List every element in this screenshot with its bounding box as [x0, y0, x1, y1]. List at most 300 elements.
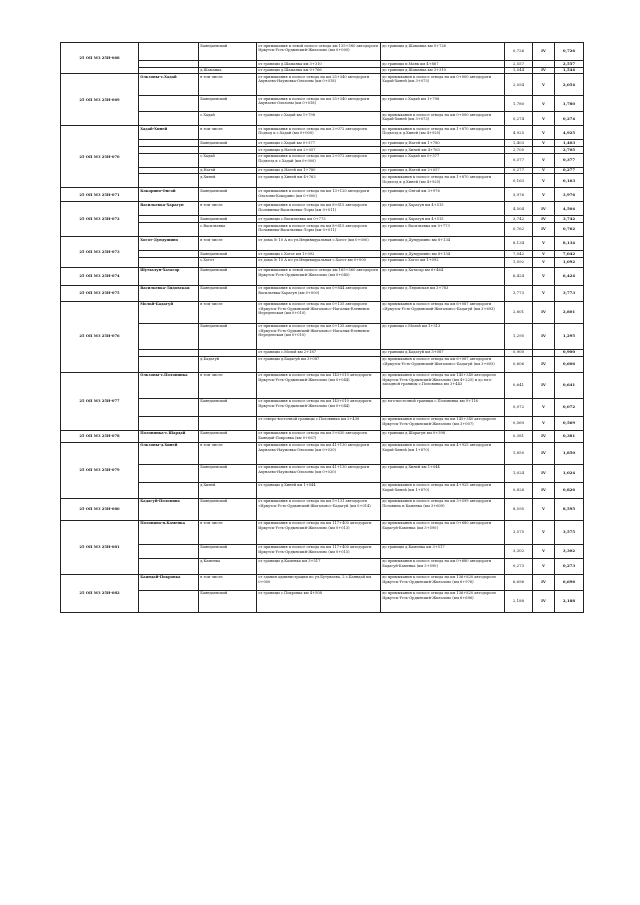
road-name-cell: [139, 140, 199, 147]
total-cell: 0,277: [555, 167, 584, 174]
total-cell: 0,273: [555, 558, 584, 574]
district-cell: в том числе: [199, 520, 257, 544]
to-cell: до границы д.Каменка км 3+517: [381, 544, 505, 558]
road-name-cell: [139, 153, 199, 167]
length-cell: 2,801: [505, 301, 533, 323]
road-name-cell: [139, 558, 199, 574]
total-cell: 2,188: [555, 590, 584, 612]
category-cell: IV: [533, 482, 555, 498]
district-cell: д.Шаманка: [199, 67, 257, 74]
road-id-cell: 25 ОП МЗ 25Н-071: [61, 188, 139, 202]
category-cell: V: [533, 96, 555, 112]
road-name-cell: [139, 223, 199, 237]
to-cell: до границы д.Онгой км 3+976: [381, 188, 505, 202]
from-cell: от границы с.Хогот км 1+092: [257, 251, 381, 258]
category-cell: IV: [533, 202, 555, 216]
road-name-cell: [139, 61, 199, 68]
district-cell: с.Хадай: [199, 112, 257, 126]
district-cell: Баяндаевский: [199, 285, 257, 301]
category-cell: V: [533, 267, 555, 285]
from-cell: от примыкания к полосе отвода на км 143+010 автодороги Иркутск-Усть-Ордынский-Жигалово (км 0+044): [257, 398, 381, 416]
district-cell: Баяндаевский: [199, 188, 257, 202]
from-cell: от примыкания к левой полосе отвода км 135+580 автодороги Иркутск-Усть-Ордынский-Жигалово (км 0+000): [257, 43, 381, 61]
from-cell: от границы д.Бадагуй км 3+087: [257, 356, 381, 372]
to-cell: до границы с.Хадай км 1+798: [381, 96, 505, 112]
road-name-cell: Ользоны-д.Хиней: [139, 442, 199, 464]
from-cell: от северо-восточной границы с.Половинка км 2+438: [257, 416, 381, 430]
length-cell: 0,381: [505, 430, 533, 442]
district-cell: с.Хадай: [199, 153, 257, 167]
road-name-cell: Мольй-Бадагуй: [139, 301, 199, 323]
total-cell: 0,381: [555, 430, 584, 442]
to-cell: до примыкания к полосе отвода на км 1+870 автодороги Подъезд к д.Хиней (км 4+925): [381, 174, 505, 188]
road-name-cell: Ользоны-с.Хадай: [139, 74, 199, 96]
table-row: [61, 498, 584, 520]
length-cell: 2,054: [505, 74, 533, 96]
from-cell: от примыкания к левой полосе отвода км 165+560 автодороги Иркутск-Усть-Ордынский-Жигалово (км 0+040): [257, 267, 381, 285]
table-row: [61, 416, 584, 430]
from-cell: от границы д.Шаманка км 3+310: [257, 61, 381, 68]
from-cell: от примыкания к полосе отвода на км 2+072 автодороги Подход к с.Хадай (км 0+000): [257, 126, 381, 140]
table-row: [61, 140, 584, 147]
table-row: [61, 112, 584, 126]
table-row: [61, 323, 584, 349]
table-row: [61, 430, 584, 442]
category-cell: IV: [533, 464, 555, 482]
table-row: [61, 398, 584, 416]
table-row: [61, 558, 584, 574]
from-cell: от примыкания к полосе отвода на км 5+630 автодороги Баяндай-Покровка (км 0+067): [257, 430, 381, 442]
category-cell: V: [533, 398, 555, 416]
district-cell: в том числе: [199, 301, 257, 323]
length-cell: 8,134: [505, 237, 533, 251]
road-register-table: [60, 42, 584, 613]
total-cell: 2,705: [555, 147, 584, 154]
length-cell: 1,780: [505, 96, 533, 112]
from-cell: от примыкания к полосе отвода на км 2+072 автодороги Подъезд к с.Хадай (км 0+000): [257, 153, 381, 167]
table-row: [61, 482, 584, 498]
to-cell: до юго-восточной границы с.Половинка км 0+116: [381, 398, 505, 416]
from-cell: от примыкания к полосе отвода на км 25+340 автодороги Ахунаево-Ользоны (км 0+018): [257, 96, 381, 112]
from-cell: от границы д.Хиней км 1+044: [257, 482, 381, 498]
road-id-cell: 25 ОП МЗ 25Н-079: [61, 442, 139, 498]
to-cell: до примыкания к полосе отвода на км 0+000 автодороги Хадай-Хиней (км 3+073): [381, 74, 505, 96]
district-cell: Баяндаевский: [199, 323, 257, 349]
table-row: [61, 267, 584, 285]
total-cell: 1,850: [555, 442, 584, 464]
category-cell: [533, 147, 555, 154]
length-cell: 0,277: [505, 167, 533, 174]
total-cell: 0,377: [555, 153, 584, 167]
district-cell: д.Бадагуй: [199, 356, 257, 372]
table-row: [61, 174, 584, 188]
district-cell: д.Каменка: [199, 558, 257, 574]
district-cell: Баяндаевский: [199, 498, 257, 520]
total-cell: 2,557: [555, 61, 584, 68]
length-cell: 1,295: [505, 323, 533, 349]
length-cell: 1,850: [505, 442, 533, 464]
to-cell: до примыкания к полосе отвода на км 0+680 автодороги Бадагуй-Каменка (км 3+590): [381, 520, 505, 544]
category-cell: V: [533, 167, 555, 174]
district-cell: Баяндаевский: [199, 216, 257, 223]
district-cell: Баяндаевский: [199, 430, 257, 442]
length-cell: 2,705: [505, 147, 533, 154]
length-cell: 4,504: [505, 202, 533, 216]
total-cell: 3,302: [555, 544, 584, 558]
total-cell: 0,274: [555, 112, 584, 126]
category-cell: V: [533, 498, 555, 520]
district-cell: д.Хиней: [199, 174, 257, 188]
total-cell: 3,575: [555, 520, 584, 544]
category-cell: IV: [533, 301, 555, 323]
total-cell: 0,826: [555, 482, 584, 498]
length-cell: 1,024: [505, 464, 533, 482]
length-cell: 0,273: [505, 558, 533, 574]
length-cell: 4,925: [505, 126, 533, 140]
total-cell: 3,773: [555, 285, 584, 301]
total-cell: 1,780: [555, 96, 584, 112]
road-id-cell: 25 ОП МЗ 25Н-072: [61, 202, 139, 237]
district-cell: [199, 349, 257, 356]
table-row: [61, 126, 584, 140]
road-name-cell: Половина-п.Каменка: [139, 520, 199, 544]
total-cell: 0,726: [555, 43, 584, 61]
category-cell: IV: [533, 574, 555, 590]
to-cell: до границы с.Мольй км 1+313: [381, 323, 505, 349]
category-cell: IV: [533, 590, 555, 612]
total-cell: 0,569: [555, 416, 584, 430]
table-row: [61, 153, 584, 167]
from-cell: от примыкания к полосе отвода на км 0+135 автодороги «Иркутск-Усть-Ордынский-Жигалово»-Нагалык-Еленинск-Нереденская (км 0+010): [257, 323, 381, 349]
category-cell: V: [533, 140, 555, 147]
road-id-cell: 25 ОП МЗ 25Н-080: [61, 498, 139, 520]
length-cell: 3,742: [505, 216, 533, 223]
table-row: [61, 96, 584, 112]
road-id-cell: 25 ОП МЗ 25Н-075: [61, 285, 139, 301]
table-row: [61, 349, 584, 356]
length-cell: 0,900: [505, 349, 533, 356]
total-cell: 6,696: [555, 574, 584, 590]
total-cell: 0,163: [555, 174, 584, 188]
length-cell: 0,569: [505, 416, 533, 430]
road-id-cell: 25 ОП МЗ 25Н-068: [61, 43, 139, 74]
to-cell: до границы д.Дундушино км 8+134: [381, 237, 505, 251]
total-cell: 8,595: [555, 498, 584, 520]
category-cell: V: [533, 237, 555, 251]
district-cell: Баяндаевский: [199, 590, 257, 612]
table-row: [61, 544, 584, 558]
from-cell: от примыкания к полосе отвода на км 5+131 автодороги «Иркутск-Усть-Ордынский-Жигалово»-Бадагуй (км 0+014): [257, 498, 381, 520]
road-id-cell: 25 ОП МЗ 25Н-069: [61, 74, 139, 126]
from-cell: от границы с.Покровка км 4+508: [257, 590, 381, 612]
road-name-cell: [139, 112, 199, 126]
length-cell: 0,163: [505, 174, 533, 188]
road-id-cell: 25 ОП МЗ 25Н-081: [61, 520, 139, 574]
road-name-cell: [139, 398, 199, 416]
district-cell: Баяндаевский: [199, 267, 257, 285]
to-cell: до примыкания к полосе отвода на км 145+340 автодороги Иркутск-Усть-Ордынский-Жигалово (км 4+225) и до юго-западной границы с.Половинка км 3+443: [381, 372, 505, 398]
to-cell: до границы д.Нагей км 1+780: [381, 140, 505, 147]
total-cell: 0,606: [555, 356, 584, 372]
from-cell: от примыкания к полосе отвода на км 25+340 автодороги Ахунаево-Наумовка-Ользоны (км 0+018): [257, 74, 381, 96]
category-cell: [533, 61, 555, 68]
total-cell: 2,054: [555, 74, 584, 96]
table-row: [61, 74, 584, 96]
table-row: [61, 237, 584, 251]
length-cell: 0,826: [505, 482, 533, 498]
length-cell: 1,544: [505, 67, 533, 74]
road-id-cell: 25 ОП МЗ 25Н-074: [61, 267, 139, 285]
total-cell: 3,976: [555, 188, 584, 202]
length-cell: 1,092: [505, 257, 533, 267]
table-row: [61, 442, 584, 464]
to-cell: до границы с.Хогот км 1+092: [381, 257, 505, 267]
road-name-cell: Хогот-Дундушино: [139, 237, 199, 251]
total-cell: 6,424: [555, 267, 584, 285]
road-name-cell: [139, 174, 199, 188]
length-cell: 6,696: [505, 574, 533, 590]
length-cell: 2,557: [505, 61, 533, 68]
from-cell: от примыкания к полосе отвода на км 0+135 автодороги «Иркутск-Усть-Ордынский-Жигалово»-Нагалык-Еленинск-Нереденская (км 0+010): [257, 301, 381, 323]
from-cell: от дома № 10 А по ул.Индивидуальная с.Хогот км 0+000: [257, 257, 381, 267]
total-cell: 1,024: [555, 464, 584, 482]
table-row: [61, 216, 584, 223]
table-row: [61, 202, 584, 216]
total-cell: 1,403: [555, 140, 584, 147]
to-cell: до границы д.Бадагуй км 3+087: [381, 349, 505, 356]
total-cell: 0,762: [555, 223, 584, 237]
category-cell: V: [533, 416, 555, 430]
road-name-cell: [139, 257, 199, 267]
district-cell: [199, 147, 257, 154]
from-cell: от примыкания к полосе отвода на км 41+130 автодороги Ахунаево-Наумовка-Ользоны (км 0+020): [257, 442, 381, 464]
road-name-cell: Половинка-с.Шардай: [139, 430, 199, 442]
road-id-cell: 25 ОП МЗ 25Н-077: [61, 372, 139, 430]
from-cell: от границы д.Нагей км 1+780: [257, 167, 381, 174]
length-cell: 1,403: [505, 140, 533, 147]
road-id-cell: 25 ОП МЗ 25Н-073: [61, 237, 139, 268]
district-cell: д.Нагей: [199, 167, 257, 174]
road-name-cell: Шутхалун-Хатагар: [139, 267, 199, 285]
to-cell: до границы д.Харагун км 4+515: [381, 202, 505, 216]
table-row: [61, 67, 584, 74]
table-row: [61, 167, 584, 174]
length-cell: 0,726: [505, 43, 533, 61]
to-cell: до границы д.Шаманка км 0+726: [381, 43, 505, 61]
total-cell: 7,042: [555, 251, 584, 258]
from-cell: от примыкания к полосе отвода на км 13+120 автодороги Ользоны-Кокорино (км 0+000): [257, 188, 381, 202]
road-name-cell: [139, 323, 199, 349]
category-cell: V: [533, 74, 555, 96]
from-cell: от границы д.Каменка км 3+517: [257, 558, 381, 574]
category-cell: IV: [533, 223, 555, 237]
length-cell: 3,976: [505, 188, 533, 202]
road-id-cell: 25 ОП МЗ 25Н-082: [61, 574, 139, 612]
road-id-cell: 25 ОП МЗ 25Н-078: [61, 430, 139, 442]
from-cell: от дома № 10 А по ул.Индивидуальная с.Хогот (км 0+000): [257, 237, 381, 251]
from-cell: от здания администрации по ул.Бутунаева, 2 с.Баяндай км 0+000: [257, 574, 381, 590]
category-cell: V: [533, 112, 555, 126]
district-cell: в том числе: [199, 126, 257, 140]
road-name-cell: [139, 43, 199, 61]
district-cell: в том числе: [199, 237, 257, 251]
category-cell: V: [533, 188, 555, 202]
table-row: [61, 464, 584, 482]
district-cell: с.Хогот: [199, 257, 257, 267]
district-cell: с.Васильевка: [199, 223, 257, 237]
table-row: [61, 147, 584, 154]
from-cell: от примыкания к полосе отвода на км 117+400 автодороги Иркутск-Усть-Ордынский-Жигалово (км 0+013): [257, 520, 381, 544]
table-row: [61, 61, 584, 68]
to-cell: до границы д.Хиней км 4+763: [381, 147, 505, 154]
category-cell: V: [533, 544, 555, 558]
from-cell: от границы с.Хадай км 0+377: [257, 140, 381, 147]
category-cell: IV: [533, 372, 555, 398]
to-cell: до границы д.Шаманка км 3+310: [381, 67, 505, 74]
total-cell: 1,295: [555, 323, 584, 349]
road-name-cell: Баяндай-Покровка: [139, 574, 199, 590]
road-name-cell: [139, 96, 199, 112]
table-row: [61, 356, 584, 372]
district-cell: Баяндаевский: [199, 96, 257, 112]
to-cell: до примыкания к полосе отвода на км 6+087 автодороги «Иркутск-Усть-Ордынский-Жигалово»-Бадагуй (км 3+693): [381, 301, 505, 323]
length-cell: 8,595: [505, 498, 533, 520]
district-cell: Баяндаевский: [199, 544, 257, 558]
category-cell: IV: [533, 43, 555, 61]
table-row: [61, 251, 584, 258]
to-cell: до примыкания к полосе отвода на км 4+925 автодороги Хадай-Хиней (км 1+870): [381, 482, 505, 498]
category-cell: IV: [533, 323, 555, 349]
road-name-cell: Бадагуй-Половина: [139, 498, 199, 520]
to-cell: до примыкания к полосе отвода на км 0+000 автодороги Хадай-Хиней (км 3+073): [381, 112, 505, 126]
from-cell: от примыкания к полосе отвода на км 117+400 автодороги Иркутск-Усть-Ордынский-Жигалово (км 0+015): [257, 544, 381, 558]
table-row: [61, 372, 584, 398]
district-cell: Баяндаевский: [199, 464, 257, 482]
category-cell: [533, 349, 555, 356]
total-cell: 1,092: [555, 257, 584, 267]
road-name-cell: [139, 216, 199, 223]
road-name-cell: Васильевка-Лядовская: [139, 285, 199, 301]
road-name-cell: [139, 544, 199, 558]
length-cell: 3,575: [505, 520, 533, 544]
table-row: [61, 301, 584, 323]
to-cell: до примыкания к полосе отвода на км 136+820 автодороги Иркутск-Усть-Ордынский-Жигалово (км 6+976): [381, 574, 505, 590]
road-name-cell: Ользоны-с.Половинка: [139, 372, 199, 398]
length-cell: 6,424: [505, 267, 533, 285]
district-cell: в том числе: [199, 574, 257, 590]
road-name-cell: [139, 482, 199, 498]
length-cell: 0,072: [505, 398, 533, 416]
district-cell: [199, 61, 257, 68]
road-name-cell: [139, 147, 199, 154]
road-name-cell: [139, 167, 199, 174]
table-row: [61, 257, 584, 267]
to-cell: до границы д.Лядовская км 3+783: [381, 285, 505, 301]
length-cell: 0,606: [505, 356, 533, 372]
table-row: [61, 43, 584, 61]
to-cell: до границы д.Хатагар км 6+464: [381, 267, 505, 285]
road-id-cell: 25 ОП МЗ 25Н-070: [61, 126, 139, 188]
road-name-cell: [139, 349, 199, 356]
district-cell: Баяндаевский: [199, 140, 257, 147]
total-cell: 1,544: [555, 67, 584, 74]
to-cell: до примыкания к полосе отвода на км 3+599 автодороги Половина п.Каменка (км 3+609): [381, 498, 505, 520]
length-cell: 3,302: [505, 544, 533, 558]
to-cell: до границы д.Хиней км 1+044: [381, 464, 505, 482]
table-row: [61, 223, 584, 237]
table-row: [61, 590, 584, 612]
from-cell: от примыкания к полосе отвода на км 8+815 автодороги Половинка-Васильевка-Лоры (км 0+011): [257, 223, 381, 237]
road-name-cell: [139, 356, 199, 372]
district-cell: Баяндаевский: [199, 251, 257, 258]
to-cell: до границы д.Нагей км 2+057: [381, 167, 505, 174]
road-name-cell: [139, 590, 199, 612]
total-cell: 0,641: [555, 372, 584, 398]
category-cell: IV: [533, 442, 555, 464]
to-cell: до примыкания к полосе отвода на км 4+925 автодороги Хадай-Хиней (км 1+870): [381, 442, 505, 464]
to-cell: до примыкания к полосе отвода на км 6+087 автодороги «Иркутск-Усть-Ордынский-Жигалово»-Бадагуй (км 3+693): [381, 356, 505, 372]
total-cell: 8,134: [555, 237, 584, 251]
district-cell: Баяндаевский: [199, 398, 257, 416]
to-cell: до границы п.Маяк км 4+867: [381, 61, 505, 68]
category-cell: V: [533, 257, 555, 267]
category-cell: V: [533, 126, 555, 140]
road-name-cell: Кокорино-Онгой: [139, 188, 199, 202]
road-name-cell: [139, 67, 199, 74]
from-cell: от примыкания к полосе отвода на км 8+815 автодороги Половинка-Васильевка-Лоры (км 0+011): [257, 202, 381, 216]
road-name-cell: [139, 464, 199, 482]
district-cell: Баяндаевский: [199, 43, 257, 61]
from-cell: от границы д.Нагей км 2+057: [257, 147, 381, 154]
category-cell: V: [533, 153, 555, 167]
from-cell: от границы с.Хадай км 1+798: [257, 112, 381, 126]
to-cell: до границы с.Васильевка км 0+773: [381, 223, 505, 237]
to-cell: до примыкания к полосе отвода на км 145+340 автодороги Иркутск-Усть-Ордынский-Жигалово (км 3+007): [381, 416, 505, 430]
category-cell: V: [533, 251, 555, 258]
district-cell: [199, 416, 257, 430]
from-cell: от примыкания к полосе отвода на км 0+844 автодороги Васильевка-Харагун (км 0+000): [257, 285, 381, 301]
table-row: [61, 574, 584, 590]
to-cell: до границы с.Хадай км 0+377: [381, 153, 505, 167]
road-register-body: [61, 43, 584, 613]
road-name-cell: [139, 251, 199, 258]
to-cell: до границы д.Дундушино км 8+134: [381, 251, 505, 258]
total-cell: 4,925: [555, 126, 584, 140]
length-cell: 2,188: [505, 590, 533, 612]
district-cell: в том числе: [199, 372, 257, 398]
total-cell: 3,742: [555, 216, 584, 223]
road-register-sheet: [60, 42, 583, 613]
length-cell: 0,641: [505, 372, 533, 398]
total-cell: 2,801: [555, 301, 584, 323]
district-cell: в том числе: [199, 202, 257, 216]
length-cell: 0,377: [505, 153, 533, 167]
category-cell: V: [533, 285, 555, 301]
length-cell: 3,773: [505, 285, 533, 301]
category-cell: V: [533, 520, 555, 544]
from-cell: от границы с.Мольй км 2+187: [257, 349, 381, 356]
to-cell: до примыкания к полосе отвода на км 0+680 автодороги Бадагуй-Каменка (км 3+590): [381, 558, 505, 574]
table-row: [61, 188, 584, 202]
district-cell: д.Хиней: [199, 482, 257, 498]
length-cell: 0,762: [505, 223, 533, 237]
road-name-cell: Хадай-Хиней: [139, 126, 199, 140]
category-cell: IV: [533, 356, 555, 372]
table-row: [61, 520, 584, 544]
table-row: [61, 285, 584, 301]
category-cell: IV: [533, 67, 555, 74]
total-cell: 0,072: [555, 398, 584, 416]
